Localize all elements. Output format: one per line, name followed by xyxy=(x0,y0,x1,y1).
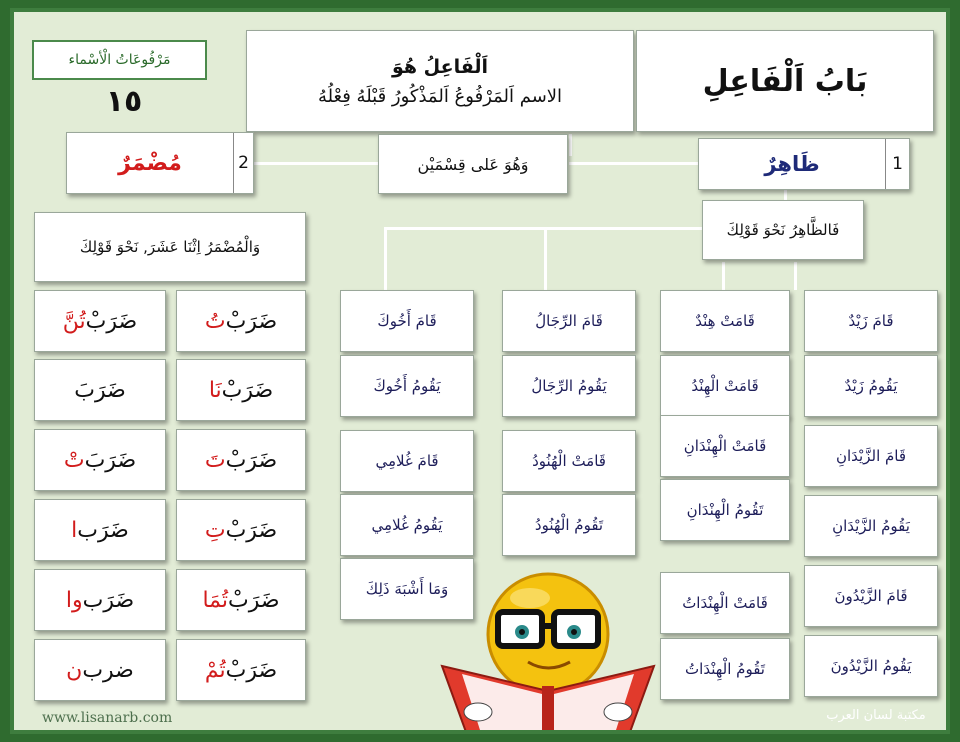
example-text: قَامَ أَخُوكَ xyxy=(377,312,437,330)
example-text: يَقُومُ الرِّجَالُ xyxy=(531,377,607,395)
pronoun-stem: ضَرَب xyxy=(77,517,129,543)
example-akhuk-1 xyxy=(340,290,474,352)
poster xyxy=(10,8,950,734)
pronoun-ending: ن xyxy=(66,657,83,683)
pronoun-cell xyxy=(34,290,166,352)
pronoun-cell xyxy=(176,639,306,701)
series-label-text: مَرْفُوعَاتُ الْأسْماء xyxy=(68,52,171,68)
type2-label: مُضْمَرٌ xyxy=(118,150,182,176)
example-hindat-2 xyxy=(660,638,790,700)
example-ghulami-2 xyxy=(340,494,474,556)
example-text: قَامَتْ الْهِنْدَانِ xyxy=(683,437,767,455)
connector xyxy=(569,162,699,165)
pronoun-ending: تُمَا xyxy=(202,587,229,613)
example-rijal-1 xyxy=(502,290,636,352)
example-hindat-1 xyxy=(660,572,790,634)
example-text: قَامَتْ هِنْدٌ xyxy=(695,312,755,330)
pronoun-ending: ا xyxy=(71,517,78,543)
type2-sub-text: وَالْمُضْمَرُ اِثْنَا عَشَرَ, نَحْوَ قَوْلِكَ xyxy=(79,238,261,256)
example-text: وَمَا أَشْبَهَ ذَلِكَ xyxy=(365,580,449,598)
example-zayd-1 xyxy=(804,290,938,352)
example-akhuk-2 xyxy=(340,355,474,417)
pronoun-ending: تِ xyxy=(204,517,226,543)
example-text: قَامَ الزَّيْدُونَ xyxy=(834,587,908,605)
pronoun-cell xyxy=(176,290,306,352)
connector xyxy=(722,262,725,290)
example-text: قَامَ الرِّجَالُ xyxy=(535,312,603,330)
connector xyxy=(384,227,387,290)
lesson-number: ١٥ xyxy=(105,84,143,119)
example-hunud-1 xyxy=(502,430,636,492)
type1-number: 1 xyxy=(885,139,909,189)
pronoun-stem: ضَرَبْ xyxy=(225,517,278,543)
connector xyxy=(544,227,547,290)
example-hind-3 xyxy=(660,415,790,477)
library-watermark: مكتبة لسان العرب xyxy=(826,708,926,723)
example-hind-1 xyxy=(660,290,790,352)
pronoun-cell xyxy=(34,639,166,701)
definition-line-1: اَلْفَاعِلُ هُوَ xyxy=(391,55,489,78)
type1-box xyxy=(698,138,910,190)
pronoun-stem: ضَرَب xyxy=(82,587,135,613)
type2-sub-box xyxy=(34,212,306,282)
pronoun-stem: ضَرَبْ xyxy=(225,447,278,473)
example-hunud-2 xyxy=(502,494,636,556)
page-title: بَابُ اَلْفَاعِلِ xyxy=(702,63,868,99)
definition-box xyxy=(246,30,634,132)
division-box xyxy=(378,134,568,194)
example-text: يَقُومُ الزَّيْدُونَ xyxy=(830,657,912,675)
example-text: تَقُومُ الْهِنْدَانِ xyxy=(686,501,764,519)
pronoun-cell xyxy=(34,499,166,561)
example-hind-4 xyxy=(660,479,790,541)
pronoun-stem: ضَرَبْ xyxy=(225,657,278,683)
pronoun-stem: ضَرَبْ xyxy=(85,308,138,334)
pronoun-ending: تُمْ xyxy=(204,657,226,683)
website-watermark: www.lisanarb.com xyxy=(42,710,173,726)
example-text: قَامَ غُلامِي xyxy=(375,452,439,470)
pronoun-stem: ضَرَبْ xyxy=(228,587,280,613)
example-text: تَقُومُ الْهُنُودُ xyxy=(534,516,604,534)
connector xyxy=(569,134,572,156)
example-zayd-6 xyxy=(804,635,938,697)
example-zayd-2 xyxy=(804,355,938,417)
example-zayd-3 xyxy=(804,425,938,487)
pronoun-ending: وا xyxy=(65,587,83,613)
connector xyxy=(254,162,378,165)
example-text: يَقُومُ زَيْدٌ xyxy=(844,377,898,395)
pronoun-ending: تُ xyxy=(204,308,226,334)
example-text: قَامَ الزَّيْدَانِ xyxy=(835,447,907,465)
example-text: قَامَتْ الْهِنْدُ xyxy=(691,377,759,395)
type1-sub-text: فَالظَّاهِرُ نَحْوَ قَوْلِكَ xyxy=(726,221,840,239)
example-ghulami-1 xyxy=(340,430,474,492)
division-text: وَهُوَ عَلى قِسْمَيْن xyxy=(417,154,529,174)
pronoun-cell xyxy=(176,429,306,491)
pronoun-stem: ضَرَبْ xyxy=(221,377,274,403)
title-box xyxy=(636,30,934,132)
connector xyxy=(794,262,797,290)
pronoun-ending: تُنَّ xyxy=(62,308,86,334)
pronoun-cell xyxy=(176,359,306,421)
example-hind-2 xyxy=(660,355,790,417)
series-label xyxy=(32,40,207,80)
type1-label: ظَاهِرٌ xyxy=(764,152,820,176)
example-zayd-5 xyxy=(804,565,938,627)
pronoun-ending: تَ xyxy=(204,447,226,473)
type2-box xyxy=(66,132,254,194)
example-text: يَقُومُ الزَّيْدَانِ xyxy=(832,517,910,535)
definition-line-2: الاسم اَلمَرْفُوعُ اَلمَذْكُورُ قَبْلَهُ فِعْلُهُ xyxy=(317,85,563,107)
example-text: قَامَ زَيْدٌ xyxy=(848,312,894,330)
example-text: قَامَتْ الْهِنْدَاتُ xyxy=(682,594,768,612)
pronoun-stem: ضَرَبَ xyxy=(84,447,137,473)
example-zayd-4 xyxy=(804,495,938,557)
pronoun-stem: ضرب xyxy=(82,657,134,683)
pronoun-cell xyxy=(176,569,306,631)
pronoun-cell xyxy=(34,569,166,631)
type1-sub-box xyxy=(702,200,864,260)
pronoun-stem: ضَرَبْ xyxy=(225,308,278,334)
type2-number: 2 xyxy=(233,133,253,193)
example-rijal-2 xyxy=(502,355,636,417)
reading-smiley-illustration xyxy=(432,562,660,732)
pronoun-ending: نَا xyxy=(208,377,222,403)
example-text: يَقُومُ غُلامِي xyxy=(371,516,443,534)
pronoun-cell xyxy=(34,359,166,421)
pronoun-cell xyxy=(176,499,306,561)
pronoun-cell xyxy=(34,429,166,491)
example-text: قَامَتْ الْهُنُودُ xyxy=(532,452,606,470)
pronoun-ending: تْ xyxy=(63,447,85,473)
example-text: تَقُومُ الْهِنْدَاتُ xyxy=(685,660,765,678)
pronoun-stem: ضَرَبَ xyxy=(74,377,126,403)
example-text: يَقُومُ أَخُوكَ xyxy=(373,377,441,395)
